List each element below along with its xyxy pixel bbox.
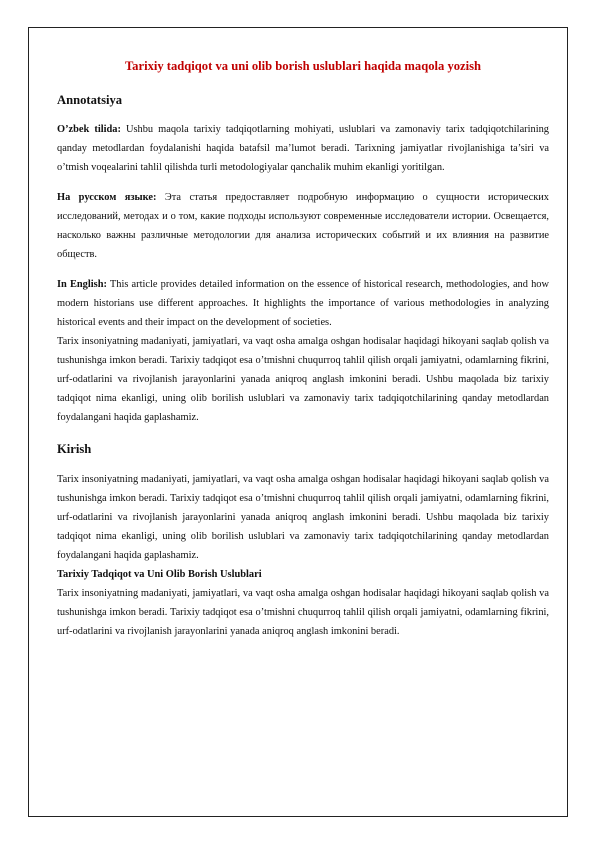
intro-paragraph: Tarix insoniyatning madaniyati, jamiyatlari, va vaqt osha amalga oshgan hodisalar haqidagi hikoyani saqlab qolish va tushunishga imkon beradi. Tarixiy tadqiqot esa o’tmishni chuqurroq tahlil qilish orqali jamiyatni, odamlarning fikrini, urf-odatlarini va rivojlanish jarayonlarini yanada aniqroq anglash imkonini beradi. Ushbu maqolada biz tarixiy tadqiqot nima ekanligi, uning olib borilish uslublari va zamonaviy tarix tadqiqotchilarining qanday metodlardan foydalangani haqida gaplashamiz. <box>57 474 549 561</box>
english-label: In English: <box>57 279 107 290</box>
document-body <box>57 54 549 641</box>
annotation-extra-paragraph: Tarix insoniyatning madaniyati, jamiyatlari, va vaqt osha amalga oshgan hodisalar haqidagi hikoyani saqlab qolish va tushunishga imkon beradi. Tarixiy tadqiqot esa o’tmishni chuqurroq tahlil qilish orqali jamiyatni, odamlarning fikrini, urf-odatlarini va rivojlanish jarayonlarini yanada aniqroq anglash imkonini beradi. Ushbu maqolada biz tarixiy tadqiqot nima ekanligi, uning olib borilish uslublari va zamonaviy tarix tadqiqotchilarining qanday metodlardan foydalangani haqida gaplashamiz. <box>57 336 549 423</box>
russian-label: На русском языке: <box>57 192 157 203</box>
annotation-heading: Annotatsiya <box>57 93 123 107</box>
section-paragraph: Tarix insoniyatning madaniyati, jamiyatlari, va vaqt osha amalga oshgan hodisalar haqidagi hikoyani saqlab qolish va tushunishga imkon beradi. Tarixiy tadqiqot esa o’tmishni chuqurroq tahlil qilish orqali jamiyatni, odamlarning fikrini, urf-odatlarini va rivojlanish jarayonlarini yanada aniqroq anglash imkonini beradi. <box>57 588 549 637</box>
annotation-uzbek <box>57 120 549 177</box>
section-heading: Tarixiy Tadqiqot va Uni Olib Borish Uslublari <box>57 569 262 580</box>
uzbek-label: O’zbek tilida: <box>57 124 121 135</box>
english-text: This article provides detailed information on the essence of historical research, methodologies, and how modern historians use different approaches. It highlights the importance of various methodologies in analyzing historical events and their impact on the development of societies. <box>57 279 549 328</box>
document-title: Tarixiy tadqiqot va uni olib borish uslublari haqida maqola yozish <box>124 59 482 73</box>
annotation-english <box>57 275 549 332</box>
annotation-russian <box>57 188 549 264</box>
uzbek-text: Ushbu maqola tarixiy tadqiqotlarning mohiyati, uslublari va zamonaviy tarix tadqiqotchilarining qanday metodlardan foydalanishi haqida batafsil ma’lumot beradi. Tarixning jamiyatlar rivojlanishiga ta’siri va o’tmish voqealarini tahlil qilishda turli metodologiyalar qanchalik muhim ekanligi yoritilgan. <box>57 124 549 173</box>
intro-heading: Kirish <box>57 442 92 456</box>
russian-text: Эта статья предоставляет подробную информацию о сущности исторических исследований, методах и о том, какие подходы используют современные исследователи истории. Освещается, насколько важны различные методологии для анализа исторических событий и их влияния на развитие обществ. <box>57 192 549 260</box>
